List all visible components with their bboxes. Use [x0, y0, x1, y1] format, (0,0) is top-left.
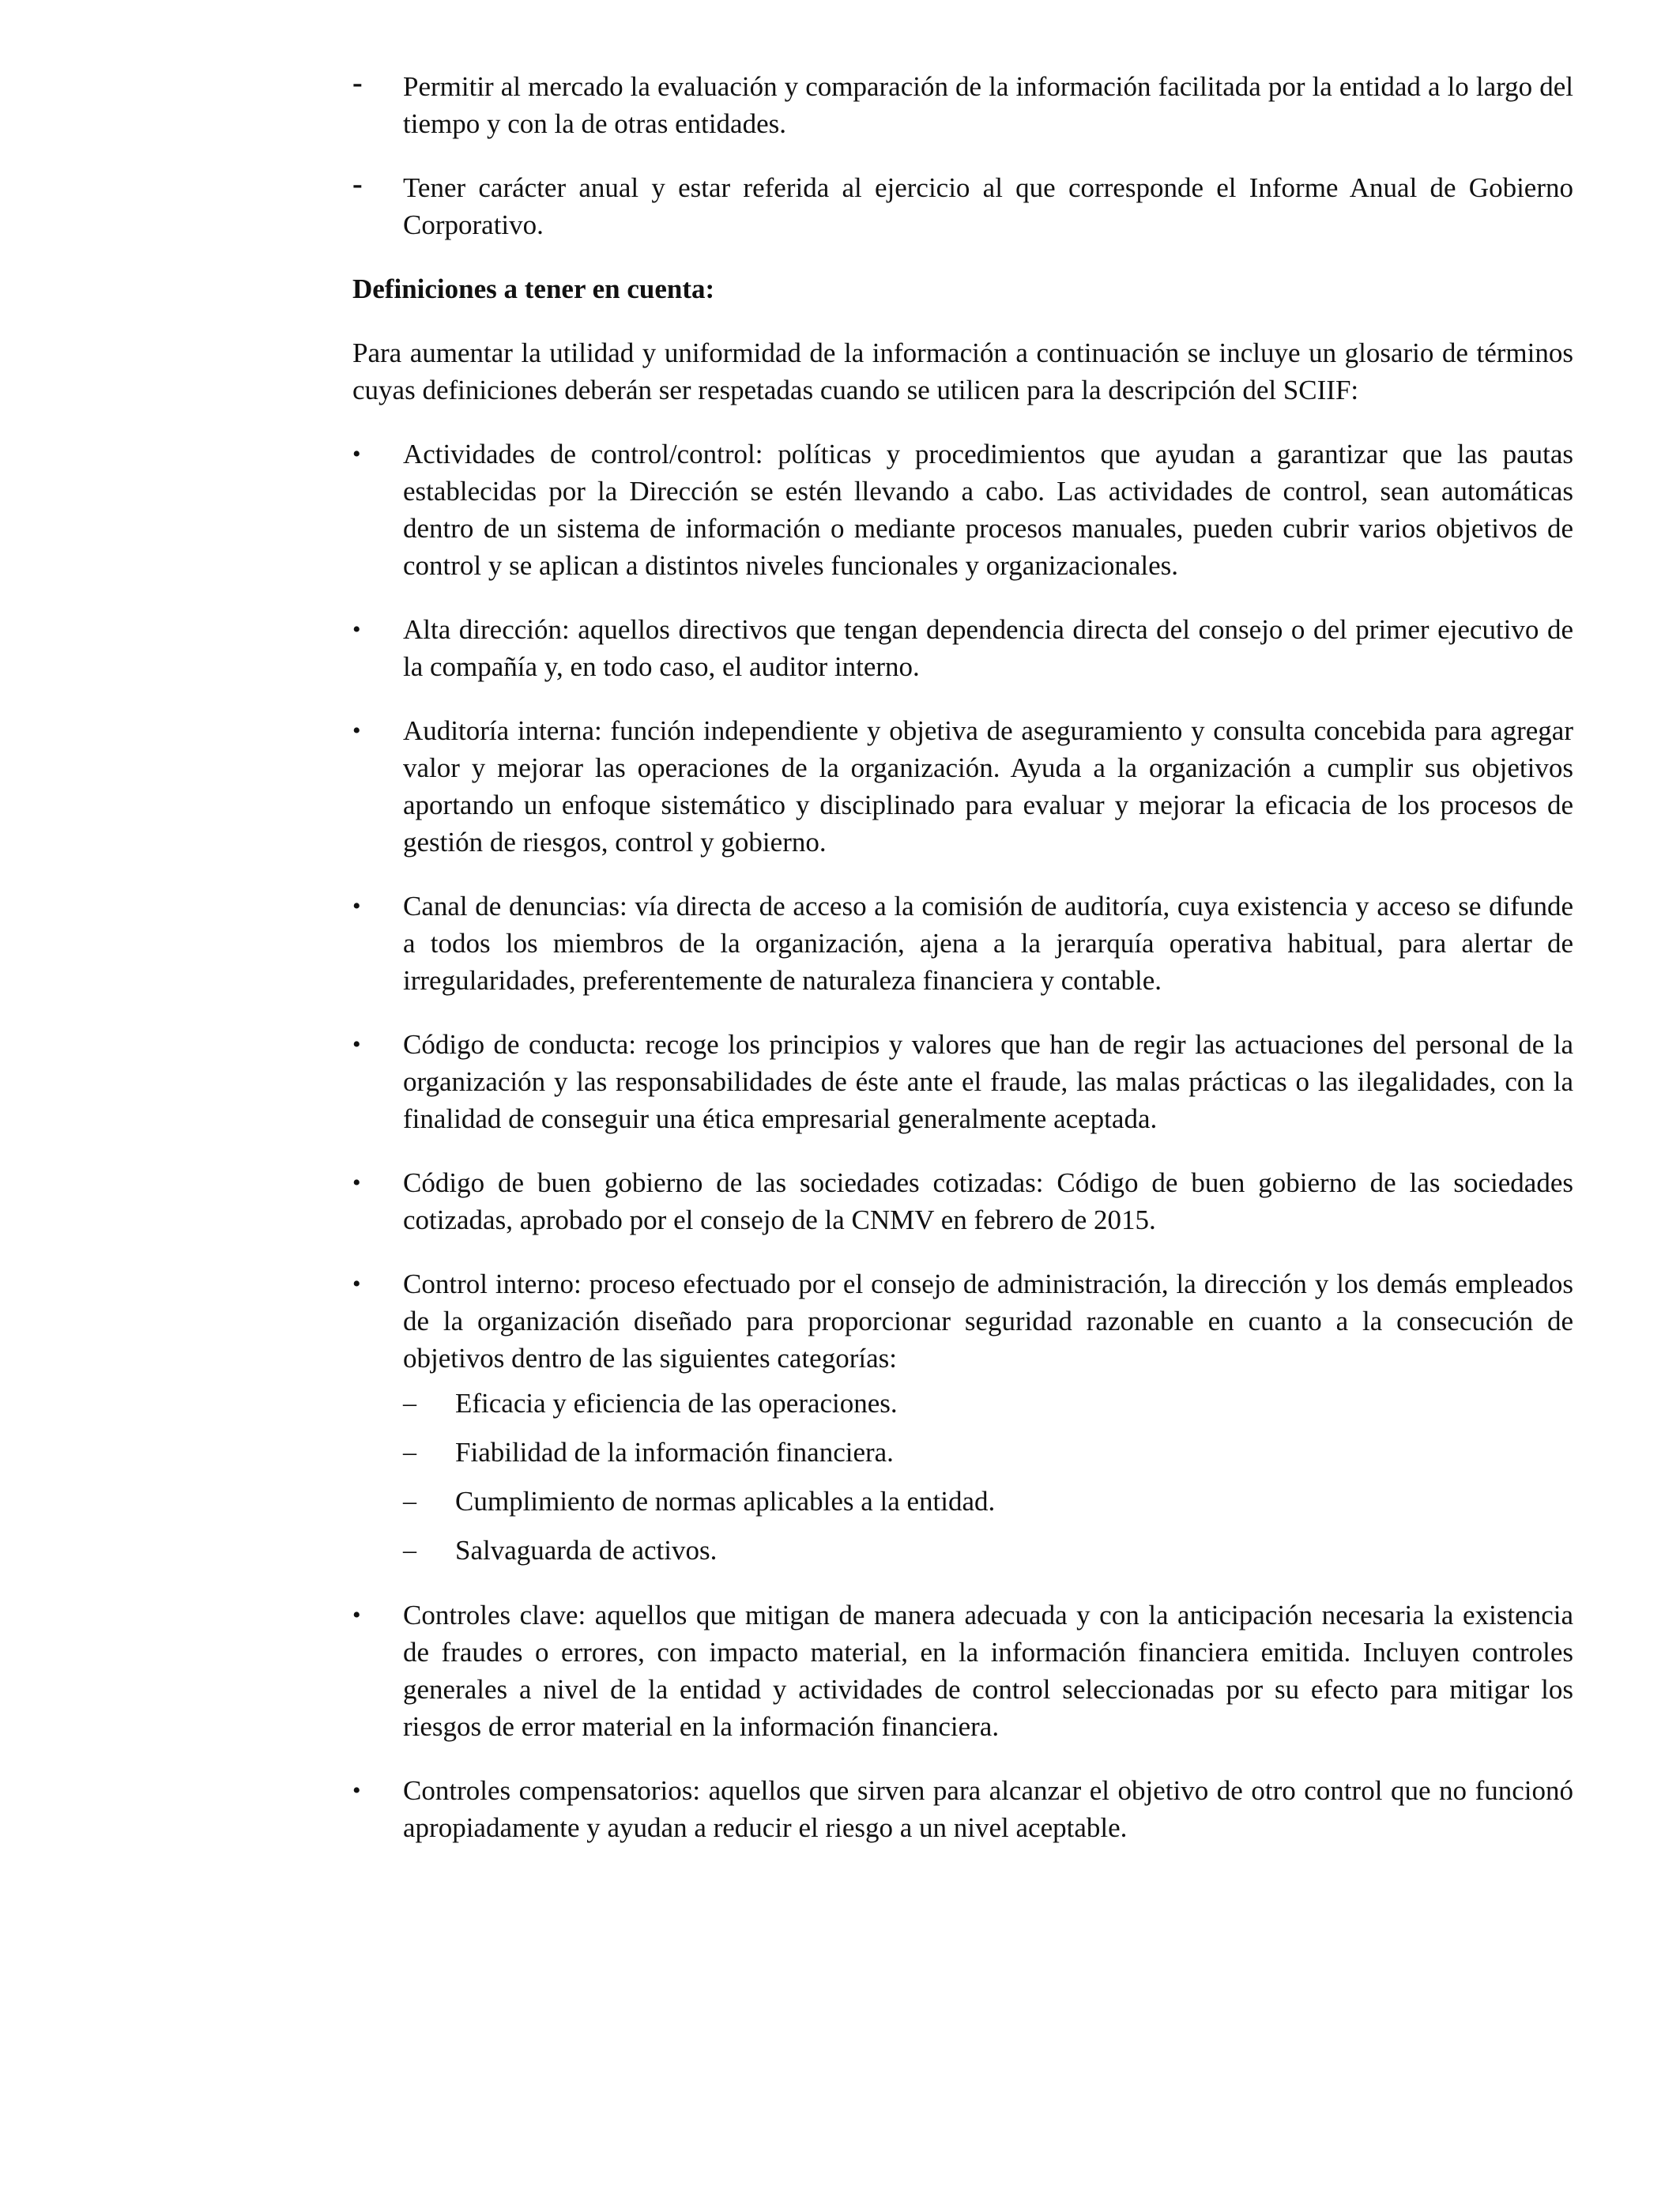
- bullet-marker: •: [352, 441, 361, 467]
- definition-text: Auditoría interna: función independiente y objetiva de aseguramiento y consulta concebida para agregar valor y mejorar las operaciones de la organización. Ayuda a la organización a cumplir sus objetivos aportando un enfoque sistemático y disciplinado para evaluar y mejorar la eficacia de los procesos de gestión de riesgos, control y gobierno.: [403, 715, 1573, 858]
- sub-list-item: [352, 1434, 1573, 1471]
- sub-list-item-text: Cumplimiento de normas aplicables a la entidad.: [455, 1486, 996, 1517]
- sub-list-item: [352, 1483, 1573, 1520]
- sub-dash-marker: –: [403, 1536, 416, 1565]
- bullet-marker: •: [352, 1031, 361, 1057]
- definition-item: [352, 611, 1573, 685]
- definition-text: Canal de denuncias: vía directa de acceso a la comisión de auditoría, cuya existencia y acceso se difunde a todos los miembros de la organización, ajena a la jerarquía operativa habitual, para alertar de irregularidades, preferentemente de naturaleza financiera y contable.: [403, 891, 1573, 996]
- bullet-marker: •: [352, 1602, 361, 1628]
- bullet-marker: •: [352, 1777, 361, 1804]
- bullet-marker: •: [352, 1170, 361, 1196]
- dash-marker: -: [352, 66, 363, 100]
- sub-dash-marker: –: [403, 1487, 416, 1516]
- bullet-marker: •: [352, 616, 361, 643]
- definition-text: Código de conducta: recoge los principios y valores que han de regir las actuaciones del personal de la organización y las responsabilidades de éste ante el fraude, las malas prácticas o las ilegalidades, con la finalidad de conseguir una ética empresarial generalmente aceptada.: [403, 1029, 1573, 1134]
- sub-dash-marker: –: [403, 1389, 416, 1418]
- dash-marker: -: [352, 168, 363, 201]
- sub-list-item-text: Eficacia y eficiencia de las operaciones.: [455, 1388, 898, 1419]
- definition-text: Actividades de control/control: políticas y procedimientos que ayudan a garantizar que las pautas establecidas por la Dirección se estén llevando a cabo. Las actividades de control, sean automáticas dentro de un sistema de información o mediante procesos manuales, pueden cubrir varios objetivos de control y se aplican a distintos niveles funcionales y organizacionales.: [403, 439, 1573, 581]
- sub-list: [352, 1385, 1573, 1569]
- sub-list-item: [352, 1532, 1573, 1569]
- definition-item: [352, 1164, 1573, 1238]
- definition-item: [352, 1596, 1573, 1745]
- bullet-marker: •: [352, 1271, 361, 1297]
- bullet-marker: •: [352, 718, 361, 744]
- definition-text: Controles clave: aquellos que mitigan de manera adecuada y con la anticipación necesaria la existencia de fraudes o errores, con impacto material, en la información financiera emitida. Incluyen controles generales a nivel de la entidad y actividades de control seleccionadas por su efecto para mitigar los riesgos de error material en la información financiera.: [403, 1600, 1573, 1742]
- sub-list-item-text: Fiabilidad de la información financiera.: [455, 1437, 894, 1468]
- definition-item: [352, 1026, 1573, 1137]
- intro-paragraph: Para aumentar la utilidad y uniformidad de la información a continuación se incluye un glosario de términos cuyas definiciones deberán ser respetadas cuando se utilicen para la descripción del SCIIF:: [352, 337, 1573, 405]
- sub-list-item-text: Salvaguarda de activos.: [455, 1535, 718, 1566]
- document-body: [352, 68, 1573, 1846]
- definition-item: [352, 1772, 1573, 1846]
- list-item-text: Tener carácter anual y estar referida al ejercicio al que corresponde el Informe Anual de Gobierno Corporativo.: [403, 172, 1573, 240]
- definition-item: [352, 435, 1573, 584]
- section-heading: Definiciones a tener en cuenta:: [352, 273, 715, 304]
- definition-text: Control interno: proceso efectuado por el consejo de administración, la dirección y los demás empleados de la organización diseñado para proporcionar seguridad razonable en cuanto a la consecución de objetivos dentro de las siguientes categorías:: [403, 1269, 1573, 1374]
- definition-item: [352, 712, 1573, 861]
- sub-list-item: [352, 1385, 1573, 1422]
- list-item: [352, 68, 1573, 142]
- sub-dash-marker: –: [403, 1438, 416, 1467]
- definition-item: [352, 1265, 1573, 1377]
- definition-text: Alta dirección: aquellos directivos que tengan dependencia directa del consejo o del primer ejecutivo de la compañía y, en todo caso, el auditor interno.: [403, 614, 1573, 682]
- bullet-marker: •: [352, 893, 361, 919]
- definition-text: Controles compensatorios: aquellos que sirven para alcanzar el objetivo de otro control que no funcionó apropiadamente y ayudan a reducir el riesgo a un nivel aceptable.: [403, 1775, 1573, 1843]
- definition-item: [352, 888, 1573, 999]
- definition-text: Código de buen gobierno de las sociedades cotizadas: Código de buen gobierno de las sociedades cotizadas, aprobado por el consejo de la CNMV en febrero de 2015.: [403, 1167, 1573, 1235]
- list-item-text: Permitir al mercado la evaluación y comparación de la información facilitada por la entidad a lo largo del tiempo y con la de otras entidades.: [403, 71, 1573, 139]
- list-item: [352, 169, 1573, 243]
